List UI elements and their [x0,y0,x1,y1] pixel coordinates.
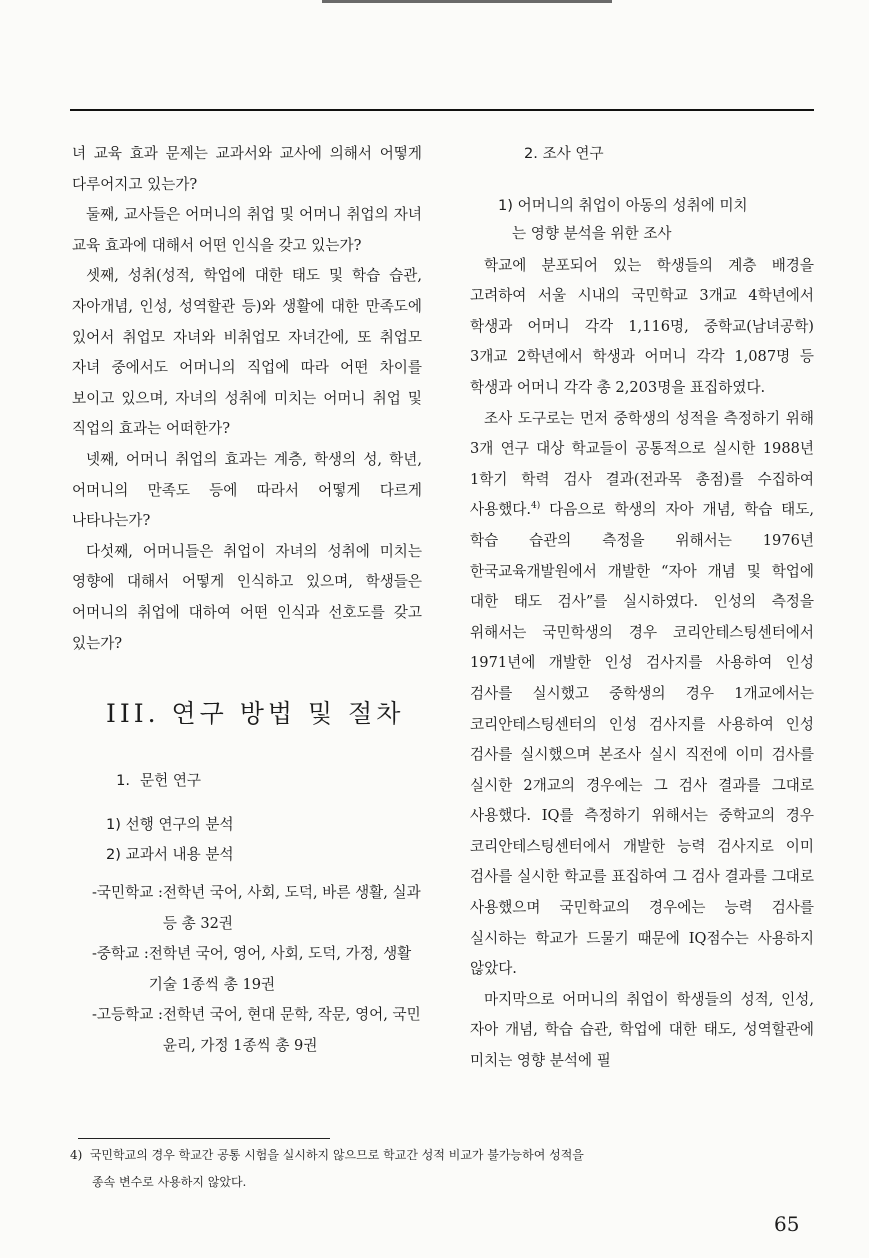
textbook-label: -고등학교 : [92,1006,163,1024]
textbook-label: -중학교 : [92,945,149,963]
textbook-entry-elementary [72,878,422,939]
right-column [470,139,814,1077]
paragraph-text: 다음으로 학생의 자아 개념, 학습 태도, 학습 습관의 측정을 위해서는 1976년 한국교육개발원에서 개발한 “자아 개념 및 학업에 대한 태도 검사”를 실시하였다. 인성의 측정을 위해서는 국민학생의 경우 코리안테스팅센터에서 1971년에 개발한 인성 검사지를 사용하여 인성 검사를 실시했고 중학생의 경우 1개교에서는 코리안테스팅센터의 인성 검사지를 사용하여 인성 검사를 실시했으며 본조사 실시 직전에 이미 검사를 실시한 2개교의 경우에는 그 검사 결과를 그대로 사용했다. IQ를 측정하기 위해서는 중학교의 경우 코리안테스팅센터에서 개발한 능력 검사지로 이미 검사를 실시한 학교를 표집하여 그 검사 결과를 그대로 사용했으며 국민학교의 경우에는 능력 검사를 실시하는 학교가 드물기 때문에 IQ점수는 사용하지 않았다. [470,501,814,978]
list-item: 1) 선행 연구의 분석 [106,816,234,834]
subsection-heading-literature [72,766,422,796]
section-heading-survey: 2. 조사 연구 [524,145,604,162]
paragraph-third: 셋째, 성취(성적, 학업에 대한 태도 및 학습 습관, 자아개념, 인성, 성역할관 등)와 생활에 대한 만족도에 있어서 취업모 자녀와 비취업모 자녀간에, 또 취업모 자녀 중에서도 어머니의 직업에 따라 어떤 차이를 보이고 있으며, 자녀의 성취에 미치는 어머니 취업 및 직업의 효과는 어떠한가? [72,267,422,438]
footnote-number: 4) [70,1148,83,1162]
paragraph-second: 둘째, 교사들은 어머니의 취업 및 어머니 취업의 자녀 교육 효과에 대해서 어떤 인식을 갖고 있는가? [72,206,422,254]
subsection-heading-survey [470,192,814,248]
subsection-title: 문헌 연구 [140,772,202,790]
textbook-list [72,878,422,1062]
paragraph-fifth: 다섯째, 어머니들은 취업이 자녀의 성취에 미치는 영향에 대해서 어떻게 인식하고 있으며, 학생들은 어머니의 취업에 대하여 어떤 인식과 선호도를 갖고 있는가? [72,542,422,652]
list-item: 2) 교과서 내용 분석 [106,846,234,864]
paragraph-instruments [470,404,814,985]
textbook-text: 전학년 국어, 사회, 도덕, 바른 생활, 실과 등 총 32권 [162,884,421,932]
textbook-text: 전학년 국어, 현대 문학, 작문, 영어, 국민윤리, 가정 1종씩 총 9권 [162,1006,421,1055]
footnote-line [70,1142,814,1169]
textbook-entry-high [72,1000,422,1061]
footnote-text: 국민학교의 경우 학교간 공통 시험을 실시하지 않으므로 학교간 성적 비교가 불가능하여 성적을 [89,1148,584,1162]
paragraph-text: 조사 도구로는 먼저 중학생의 성적을 측정하기 위해 3개 연구 대상 학교들이 공통적으로 실시한 1988년 1학기 학력 검사 결과(전과목 총점)를 수집하여 사용했다. [470,409,814,519]
survey-body [470,251,814,1077]
paragraph-fourth: 넷째, 어머니 취업의 효과는 계층, 학생의 성, 학년, 어머니의 만족도 등에 따라서 어떻게 다르게 나타나는가? [72,450,422,530]
footnote-line: 종속 변수로 사용하지 않았다. [92,1175,247,1189]
textbook-label: -국민학교 : [92,884,163,902]
top-edge-fragment [322,0,612,3]
footnote-reference[interactable]: 4) [531,501,541,512]
paragraph-sampling: 학교에 분포되어 있는 학생들의 계층 배경을 고려하여 서울 시내의 국민학교 3개교 4학년에서 학생과 어머니 각각 1,116명, 중학교(남녀공학) 3개교 2학년에서 학생과 어머니 각각 1,087명 등 학생과 어머니 각각 총 2,203명을 표집하였다. [470,256,814,396]
textbook-entry-middle [72,939,422,1000]
literature-items [72,810,422,870]
left-column [72,139,422,1062]
subsection-number: 1. [116,772,130,790]
section-heading-methods: III. 연구 방법 및 절차 [106,699,405,729]
footnote-rule [78,1138,330,1139]
paragraph-intro-continuation: 녀 교육 효과 문제는 교과서와 교사에 의해서 어떻게 다루어지고 있는가? [72,145,422,193]
subsection-line: 는 영향 분석을 위한 조사 [512,224,672,242]
header-rule [70,109,814,111]
paragraph-analysis: 마지막으로 어머니의 취업이 학생들의 성적, 인성, 자아 개념, 학습 습관, 학업에 대한 태도, 성역할관에 미치는 영향 분석에 필 [470,990,814,1070]
footnote [70,1142,814,1196]
page-number: 65 [774,1212,800,1236]
subsection-line: 1) 어머니의 취업이 아동의 성취에 미치 [498,196,748,214]
textbook-text: 전학년 국어, 영어, 사회, 도덕, 가정, 생활기술 1종씩 총 19권 [148,945,412,993]
